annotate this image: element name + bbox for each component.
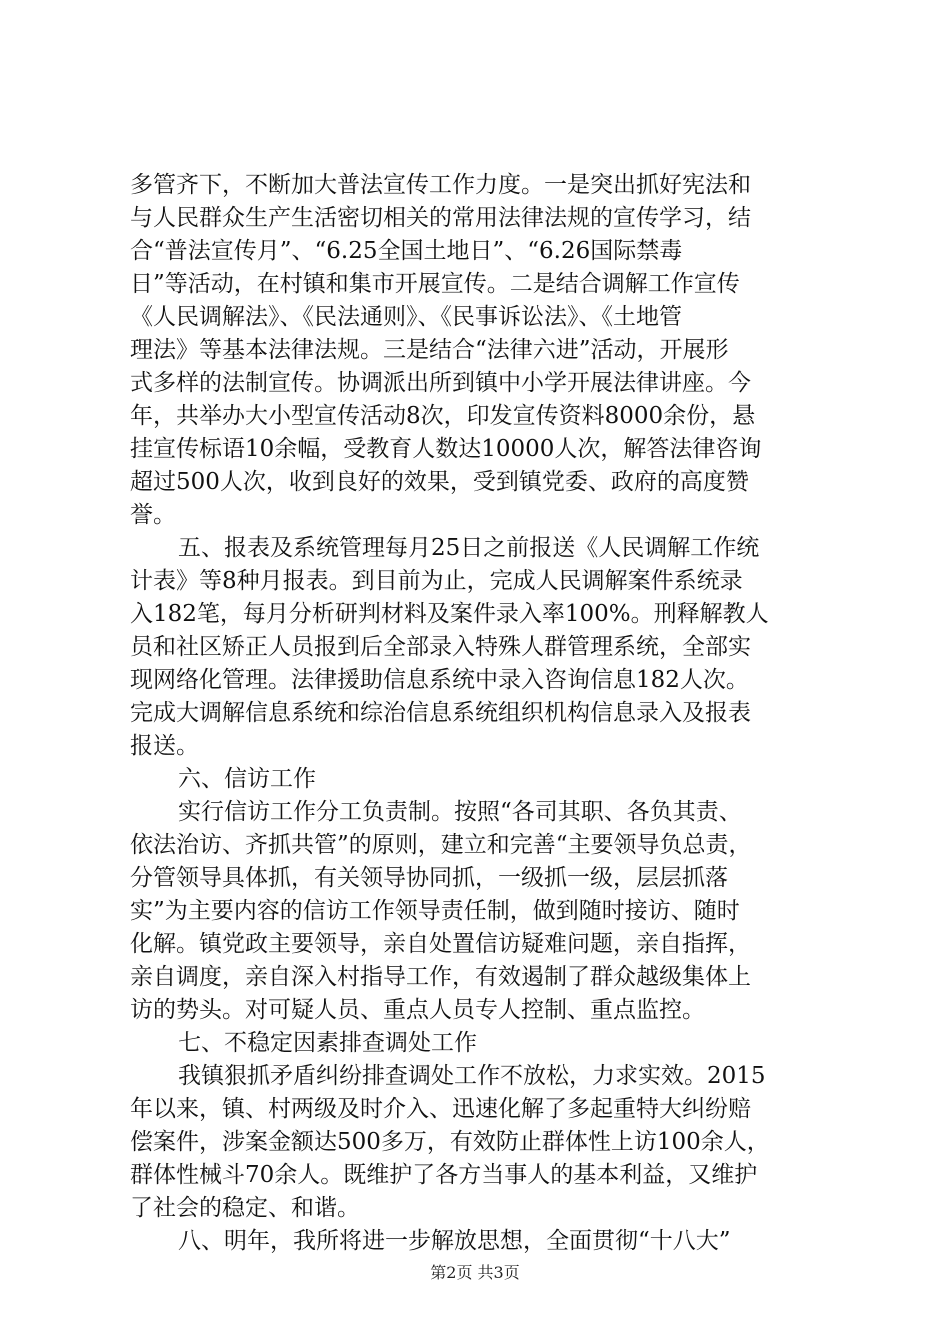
text-line: 式多样的法制宣传。协调派出所到镇中小学开展法律讲座。今 bbox=[130, 370, 751, 396]
text-line: 我镇狠抓矛盾纠纷排查调处工作不放松，力求实效。2015 bbox=[178, 1063, 766, 1089]
text-line: 群体性械斗70余人。既维护了各方当事人的基本利益，又维护 bbox=[130, 1162, 758, 1188]
text-line: 依法治访、齐抓共管”的原则，建立和完善“主要领导负总责， bbox=[130, 832, 752, 858]
text-line: 八、明年，我所将进一步解放思想，全面贯彻“十八大” bbox=[178, 1228, 731, 1254]
text-line: 挂宣传标语10余幅，受教育人数达10000人次，解答法律咨询 bbox=[130, 436, 762, 462]
text-line: 现网络化管理。法律援助信息系统中录入咨询信息182人次。 bbox=[130, 667, 749, 693]
text-line: 了社会的稳定、和谐。 bbox=[130, 1195, 360, 1221]
text-line: 七、不稳定因素排查调处工作 bbox=[178, 1030, 477, 1056]
text-line: 实行信访工作分工负责制。按照“各司其职、各负其责、 bbox=[178, 799, 742, 825]
text-line: 化解。镇党政主要领导，亲自处置信访疑难问题，亲自指挥， bbox=[130, 931, 751, 957]
text-line: 《人民调解法》、《民法通则》、《民事诉讼法》、《土地管 bbox=[130, 304, 682, 330]
page-footer: 第2页 共3页 bbox=[430, 1263, 520, 1282]
document-body bbox=[130, 169, 830, 1258]
text-line: 年以来，镇、村两级及时介入、迅速化解了多起重特大纠纷赔 bbox=[130, 1096, 751, 1122]
text-line: 入182笔，每月分析研判材料及案件录入率100%。刑释解教人 bbox=[130, 601, 769, 627]
text-line: 理法》等基本法律法规。三是结合“法律六进”活动，开展形 bbox=[130, 337, 729, 363]
text-line: 与人民群众生产生活密切相关的常用法律法规的宣传学习，结 bbox=[130, 205, 751, 231]
text-line: 日”等活动，在村镇和集市开展宣传。二是结合调解工作宣传 bbox=[130, 271, 740, 297]
text-line: 分管领导具体抓，有关领导协同抓，一级抓一级，层层抓落 bbox=[130, 865, 728, 891]
text-line: 亲自调度，亲自深入村指导工作，有效遏制了群众越级集体上 bbox=[130, 964, 751, 990]
text-line: 计表》等8种月报表。到目前为止，完成人民调解案件系统录 bbox=[130, 568, 743, 594]
text-line: 员和社区矫正人员报到后全部录入特殊人群管理系统，全部实 bbox=[130, 634, 751, 660]
text-line: 访的势头。对可疑人员、重点人员专人控制、重点监控。 bbox=[130, 997, 705, 1023]
text-line: 报送。 bbox=[130, 733, 199, 759]
text-line: 多管齐下，不断加大普法宣传工作力度。一是突出抓好宪法和 bbox=[130, 172, 751, 198]
text-line: 偿案件，涉案金额达500多万，有效防止群体性上访100余人， bbox=[130, 1129, 770, 1155]
text-line: 五、报表及系统管理每月25日之前报送《人民调解工作统 bbox=[178, 535, 760, 561]
text-line: 誉。 bbox=[130, 502, 176, 528]
text-line: 年，共举办大小型宣传活动8次，印发宣传资料8000余份，悬 bbox=[130, 403, 756, 429]
text-line: 完成大调解信息系统和综治信息系统组织机构信息录入及报表 bbox=[130, 700, 751, 726]
text-line: 超过500人次，收到良好的效果，受到镇党委、政府的高度赞 bbox=[130, 469, 749, 495]
text-line: 合“普法宣传月”、“6.25全国土地日”、“6.26国际禁毒 bbox=[130, 238, 683, 264]
text-line: 实”为主要内容的信访工作领导责任制，做到随时接访、随时 bbox=[130, 898, 740, 924]
text-line: 六、信访工作 bbox=[178, 766, 316, 792]
